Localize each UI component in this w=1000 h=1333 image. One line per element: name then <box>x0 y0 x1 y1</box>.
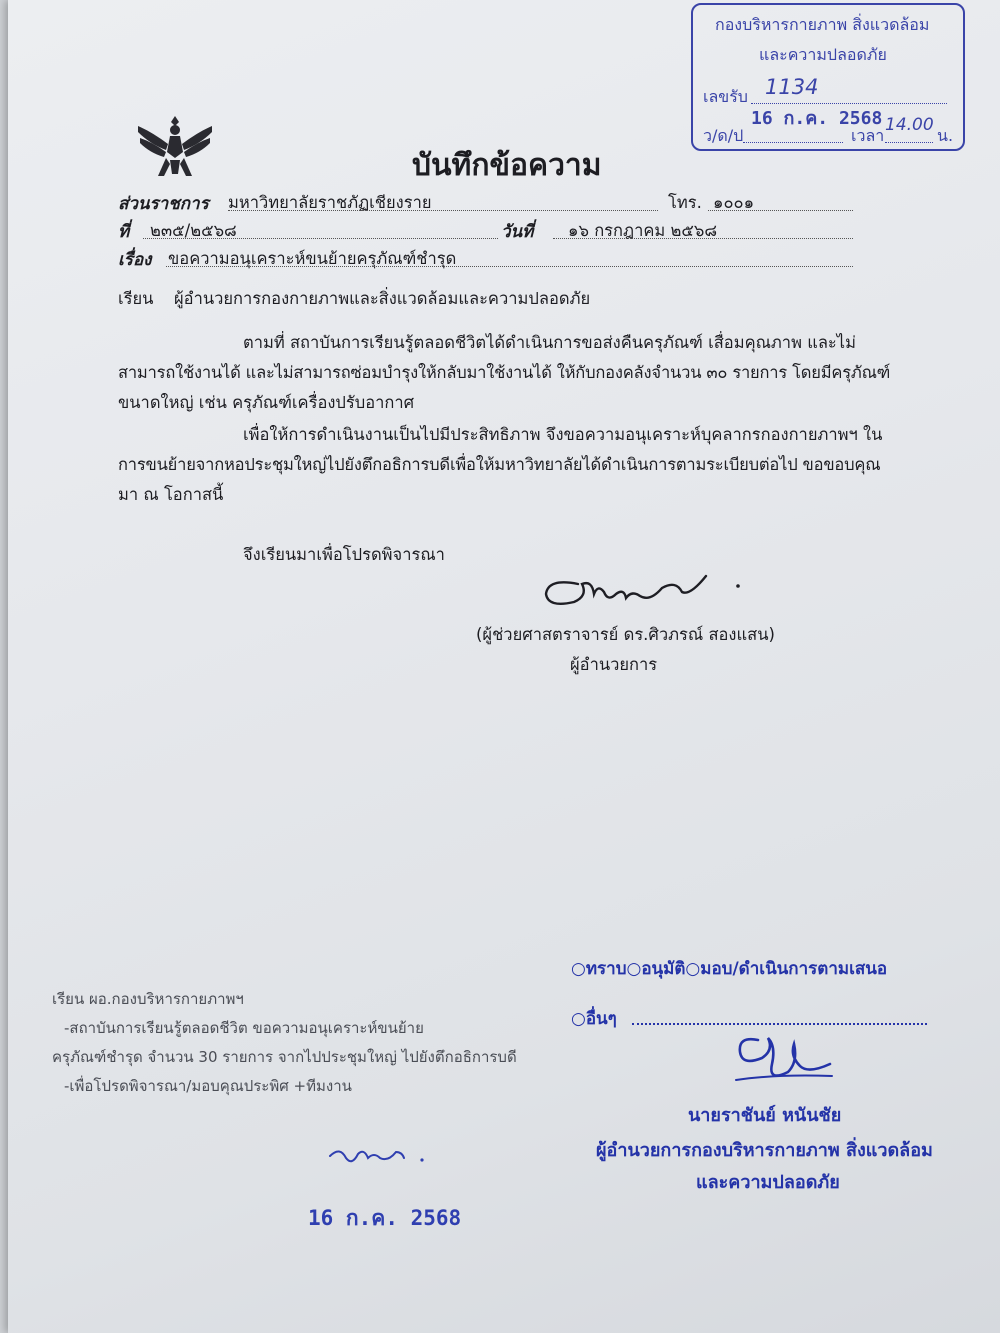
date-dots <box>553 238 853 239</box>
agency-label: ส่วนราชการ <box>118 194 209 214</box>
closing-text: จึงเรียนมาเพื่อโปรดพิจารณา <box>243 545 445 564</box>
agency-dots <box>228 210 658 211</box>
note-line2: -สถาบันการเรียนรู้ตลอดชีวิต ขอความอนุเคราะห์ขนย้าย <box>64 1019 424 1037</box>
tel-value: ๑๐๐๑ <box>713 193 755 212</box>
para2-line3: มา ณ โอกาสนี้ <box>118 485 224 504</box>
stamp-dept-line1: กองบริหารกายภาพ สิ่งแวดล้อม <box>715 15 930 34</box>
agency-value: มหาวิทยาลัยราชภัฏเชียงราย <box>228 193 432 212</box>
para2-line2: การขนย้ายจากหอประชุมใหญ่ไปยังตึกอธิการบดีเพื่อให้มหาวิทยาลัยได้ดำเนินการตามระเบียบต่อไป ขอขอบคุณ <box>118 455 881 474</box>
date-label: วันที่ <box>501 222 534 242</box>
stamp-time-value: 14.00 <box>885 115 934 135</box>
to-value: ผู้อำนวยการกองกายภาพและสิ่งแวดล้อมและความปลอดภัย <box>174 289 591 308</box>
tel-label: โทร. <box>668 193 702 212</box>
stamp-time-dots <box>885 142 933 143</box>
director-signature <box>538 566 748 612</box>
approver-position-line1: ผู้อำนวยการกองบริหารกายภาพ สิ่งแวดล้อม <box>596 1140 933 1161</box>
note-line4: -เพื่อโปรดพิจารณา/มอบคุณประพิศ +ทีมงาน <box>64 1077 352 1095</box>
note-line1: เรียน ผอ.กองบริหารกายภาพฯ <box>52 990 244 1008</box>
para1-line2: สามารถใช้งานได้ และไม่สามารถซ่อมบำรุงให้กลับมาใช้งานได้ ให้กับกองคลังจำนวน ๓๐ รายการ โดยมีครุภัณฑ์ <box>118 363 891 382</box>
signer-name: (ผู้ช่วยศาสตราจารย์ ดร.ศิวภรณ์ สองแสน) <box>476 625 775 644</box>
decision-options: ○ทราบ○อนุมัติ○มอบ/ดำเนินการตามเสนอ <box>571 959 888 979</box>
para1-line3: ขนาดใหญ่ เช่น ครุภัณฑ์เครื่องปรับอากาศ <box>118 393 415 412</box>
stamp-receipt-no: 1134 <box>765 75 819 99</box>
subject-label: เรื่อง <box>118 250 152 270</box>
memo-paper <box>8 0 1000 1333</box>
ref-label: ที่ <box>118 222 130 242</box>
approver-position-line2: และความปลอดภัย <box>696 1172 840 1193</box>
stamp-date-dots <box>743 142 843 143</box>
note-date-stamp: 16 ก.ค. 2568 <box>308 1206 462 1230</box>
stamp-dept-line2: และความปลอดภัย <box>759 45 887 64</box>
para1-line1: ตามที่ สถาบันการเรียนรู้ตลอดชีวิตได้ดำเนินการขอส่งคืนครุภัณฑ์ เสื่อมคุณภาพ และไม่ <box>243 333 856 352</box>
ref-value: ๒๓๕/๒๕๖๘ <box>150 221 237 240</box>
tel-dots <box>708 210 853 211</box>
note-initials-signature <box>326 1138 436 1168</box>
decision-other-dots <box>632 1023 927 1025</box>
memo-title: บันทึกข้อความ <box>412 148 602 183</box>
stamp-time-label: เวลา <box>851 126 885 145</box>
para2-line1: เพื่อให้การดำเนินงานเป็นไปมีประสิทธิภาพ จึงขอความอนุเคราะห์บุคลากรกองกายภาพฯ ใน <box>243 425 883 444</box>
ref-dots <box>143 238 498 239</box>
date-value: ๑๖ กรกฎาคม ๒๕๖๘ <box>568 221 718 240</box>
approver-signature <box>728 1030 838 1088</box>
garuda-emblem-icon <box>136 112 214 182</box>
stamp-date-value: 16 ก.ค. 2568 <box>751 108 883 129</box>
approver-name: นายราชันย์ หนันชัย <box>688 1105 842 1126</box>
to-label: เรียน <box>118 289 154 308</box>
receive-stamp <box>691 3 965 151</box>
subject-dots <box>166 266 853 267</box>
stamp-time-suffix: น. <box>937 126 954 145</box>
note-line3: ครุภัณฑ์ชำรุด จำนวน 30 รายการ จากไปประชุมใหญ่ ไปยังตึกอธิการบดี <box>52 1048 517 1066</box>
subject-value: ขอความอนุเคราะห์ขนย้ายครุภัณฑ์ชำรุด <box>168 249 457 268</box>
stamp-date-label: ว/ด/ป <box>703 126 744 145</box>
stamp-receipt-label: เลขรับ <box>703 87 748 106</box>
signer-title: ผู้อำนวยการ <box>570 655 658 674</box>
decision-other: ○อื่นๆ <box>571 1009 617 1029</box>
